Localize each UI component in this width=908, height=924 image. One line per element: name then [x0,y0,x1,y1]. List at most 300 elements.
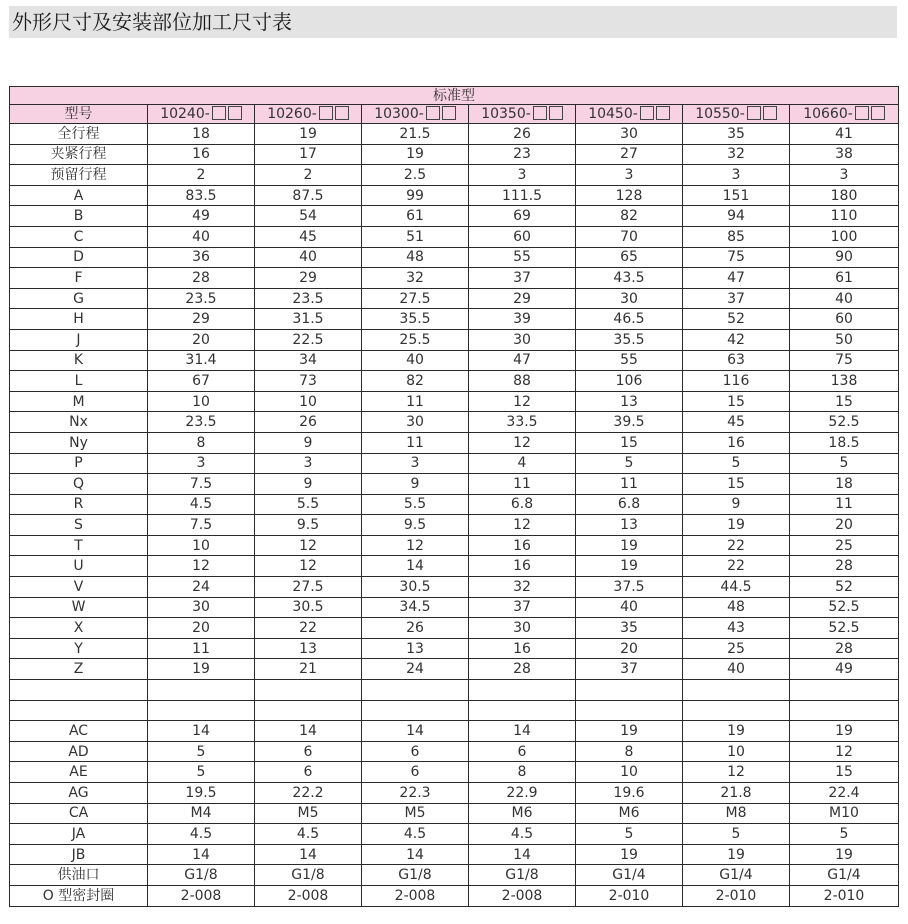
table-cell: 60 [790,309,899,330]
row-label: R [10,494,148,515]
table-cell: G1/4 [683,865,790,886]
table-cell: 2-010 [790,885,899,906]
table-row [10,371,899,392]
table-cell: 22 [683,535,790,556]
table-row [10,783,899,804]
table-cell: 45 [255,226,362,247]
table-cell [148,680,255,701]
table-cell [148,700,255,721]
row-label: S [10,515,148,536]
table-cell: 3 [148,453,255,474]
table-cell: 17 [255,144,362,165]
table-cell: 47 [683,268,790,289]
row-label [10,700,148,721]
table-cell: 36 [148,247,255,268]
table-cell: 180 [790,185,899,206]
row-label: F [10,268,148,289]
row-label: G [10,288,148,309]
table-cell: 13 [576,391,683,412]
row-label: AE [10,762,148,783]
table-cell: 30.5 [362,577,469,598]
table-cell: 83.5 [148,185,255,206]
table-row [10,680,899,701]
table-cell: 47 [469,350,576,371]
table-cell: 23 [469,144,576,165]
table-row [10,762,899,783]
table-cell: 5 [576,453,683,474]
table-cell: 70 [576,226,683,247]
table-cell: 12 [469,391,576,412]
table-cell: 6.8 [469,494,576,515]
table-cell: 12 [469,432,576,453]
row-label: Z [10,659,148,680]
table-cell: 20 [148,618,255,639]
row-label: T [10,535,148,556]
table-cell: 31.5 [255,309,362,330]
row-label: M [10,391,148,412]
table-cell: 16 [469,556,576,577]
table-cell: 19 [683,844,790,865]
table-row [10,515,899,536]
table-cell: 22 [683,556,790,577]
table-cell: 100 [790,226,899,247]
table-cell [255,700,362,721]
table-row [10,556,899,577]
table-cell: 28 [790,638,899,659]
table-cell: 14 [469,721,576,742]
table-cell: 19 [576,844,683,865]
table-cell: 23.5 [148,288,255,309]
table-cell [469,680,576,701]
table-cell: 90 [790,247,899,268]
table-cell: 32 [362,268,469,289]
table-cell: 4.5 [255,824,362,845]
table-cell: 88 [469,371,576,392]
model-header-cell [362,105,469,124]
table-cell: 33.5 [469,412,576,433]
standard-type-label: 标准型 [10,87,899,105]
row-label: 预留行程 [10,165,148,186]
table-cell: 52 [790,577,899,598]
table-cell: 29 [255,268,362,289]
table-cell [362,700,469,721]
table-cell: 16 [469,638,576,659]
table-row [10,206,899,227]
placeholder-box-icon [656,106,670,120]
table-cell: 9.5 [362,515,469,536]
table-row [10,268,899,289]
table-cell: 3 [469,165,576,186]
table-cell: M10 [790,803,899,824]
table-cell: 2-010 [576,885,683,906]
table-cell [576,700,683,721]
table-cell: 48 [683,597,790,618]
row-label: H [10,309,148,330]
table-cell: 13 [576,515,683,536]
table-cell: 37 [469,268,576,289]
placeholder-box-icon [640,106,654,120]
model-header-cell [576,105,683,124]
table-cell: 44.5 [683,577,790,598]
table-cell: 2.5 [362,165,469,186]
table-cell: 30 [576,288,683,309]
table-cell: 10 [255,391,362,412]
placeholder-box-icon [442,106,456,120]
table-cell: 49 [790,659,899,680]
row-label: CA [10,803,148,824]
row-label: O 型密封圈 [10,885,148,906]
dimension-table [9,86,899,907]
placeholder-box-icon [747,106,761,120]
row-label: B [10,206,148,227]
row-label: V [10,577,148,598]
placeholder-box-icon [228,106,242,120]
table-cell: 99 [362,185,469,206]
table-cell: 19 [576,556,683,577]
table-cell: 128 [576,185,683,206]
table-cell: 2-010 [683,885,790,906]
table-cell: 35.5 [576,329,683,350]
table-cell: 55 [576,350,683,371]
table-cell: 21.5 [362,124,469,145]
model-code: 10260- [267,106,317,122]
table-cell: 41 [790,124,899,145]
table-cell: 11 [576,474,683,495]
table-cell: 4.5 [362,824,469,845]
table-cell: 40 [790,288,899,309]
row-label: K [10,350,148,371]
table-cell: M6 [576,803,683,824]
table-cell: 11 [790,494,899,515]
table-cell: 10 [683,741,790,762]
table-cell: 12 [148,556,255,577]
table-cell: 14 [148,721,255,742]
table-cell: 20 [790,515,899,536]
row-label: U [10,556,148,577]
table-cell: 30 [469,329,576,350]
table-cell: 12 [683,762,790,783]
table-cell: 9.5 [255,515,362,536]
table-cell: 32 [683,144,790,165]
table-cell: 15 [790,391,899,412]
table-row [10,494,899,515]
table-cell: 23.5 [148,412,255,433]
table-cell: 87.5 [255,185,362,206]
table-cell: 6 [362,741,469,762]
table-cell: 29 [148,309,255,330]
table-cell: 25.5 [362,329,469,350]
table-cell: 5 [576,824,683,845]
table-cell: 2-008 [469,885,576,906]
row-label: 供油口 [10,865,148,886]
table-cell: 54 [255,206,362,227]
table-cell: 30 [362,412,469,433]
table-cell: 34 [255,350,362,371]
table-cell: 2 [148,165,255,186]
table-cell: 110 [790,206,899,227]
model-header-row [10,105,899,124]
model-header-cell [148,105,255,124]
table-row [10,865,899,886]
table-cell: 26 [362,618,469,639]
table-cell: 49 [148,206,255,227]
table-cell: 22 [255,618,362,639]
table-cell: 51 [362,226,469,247]
table-cell: 16 [683,432,790,453]
table-row [10,453,899,474]
table-cell: G1/8 [148,865,255,886]
placeholder-box-icon [319,106,333,120]
placeholder-box-icon [549,106,563,120]
table-row [10,288,899,309]
table-cell: 18 [790,474,899,495]
table-cell: 19 [576,721,683,742]
table-cell: 2-008 [148,885,255,906]
row-label: A [10,185,148,206]
table-cell: 6 [255,762,362,783]
table-cell: 12 [255,535,362,556]
model-header-cell [469,105,576,124]
table-row [10,144,899,165]
table-row [10,329,899,350]
table-row [10,185,899,206]
table-cell: 38 [790,144,899,165]
table-cell: 13 [362,638,469,659]
table-cell: 15 [683,391,790,412]
row-label: D [10,247,148,268]
placeholder-box-icon [335,106,349,120]
table-cell: 29 [469,288,576,309]
table-row [10,700,899,721]
table-cell: 19 [255,124,362,145]
table-body [10,87,899,907]
table-cell: 24 [148,577,255,598]
table-row [10,309,899,330]
table-cell: 14 [255,721,362,742]
row-label: JA [10,824,148,845]
table-cell: 50 [790,329,899,350]
table-cell: 19.6 [576,783,683,804]
table-cell: 40 [576,597,683,618]
table-cell: 22.3 [362,783,469,804]
table-cell: 12 [362,535,469,556]
table-cell: 73 [255,371,362,392]
standard-type-row [10,87,899,105]
table-cell: 6 [469,741,576,762]
table-cell: 18 [148,124,255,145]
table-cell: 48 [362,247,469,268]
table-cell: G1/8 [255,865,362,886]
table-cell: 19 [148,659,255,680]
table-cell: 4.5 [469,824,576,845]
table-cell: 5 [790,453,899,474]
table-cell: 37 [576,659,683,680]
row-label: L [10,371,148,392]
table-cell: M5 [362,803,469,824]
table-cell: 14 [148,844,255,865]
table-cell: 32 [469,577,576,598]
table-cell: 35 [576,618,683,639]
title-bar [9,6,897,38]
table-cell: 22.5 [255,329,362,350]
table-cell: 39 [469,309,576,330]
table-cell [469,700,576,721]
table-cell: 69 [469,206,576,227]
model-code: 10300- [374,106,424,122]
model-header-cell [255,105,362,124]
table-cell: 10 [148,391,255,412]
table-cell: 20 [148,329,255,350]
table-cell: 5 [683,824,790,845]
row-label: AC [10,721,148,742]
table-cell: 23.5 [255,288,362,309]
table-row [10,721,899,742]
table-cell: 24 [362,659,469,680]
table-cell: 27 [576,144,683,165]
table-cell: 94 [683,206,790,227]
table-cell: 19 [362,144,469,165]
table-row [10,474,899,495]
table-cell: 75 [683,247,790,268]
table-cell: M5 [255,803,362,824]
table-row [10,577,899,598]
table-cell: 16 [148,144,255,165]
table-cell: M4 [148,803,255,824]
table-row [10,350,899,371]
table-row [10,803,899,824]
table-cell: 40 [255,247,362,268]
table-cell: 22.9 [469,783,576,804]
table-cell: 6 [362,762,469,783]
table-cell: 14 [469,844,576,865]
table-cell: 2-008 [255,885,362,906]
table-cell [790,680,899,701]
table-cell: 43.5 [576,268,683,289]
table-cell: 43 [683,618,790,639]
table-cell: 26 [255,412,362,433]
table-cell: 16 [469,535,576,556]
table-cell: 61 [790,268,899,289]
table-cell: 21.8 [683,783,790,804]
table-cell: 4.5 [148,494,255,515]
table-cell: 52.5 [790,597,899,618]
table-cell: 2-008 [362,885,469,906]
table-row [10,597,899,618]
row-label: C [10,226,148,247]
table-cell: 52.5 [790,618,899,639]
table-cell: 15 [683,474,790,495]
model-code: 10450- [588,106,638,122]
table-cell: 18.5 [790,432,899,453]
model-code: 10550- [695,106,745,122]
table-cell: 28 [148,268,255,289]
table-cell: 5 [790,824,899,845]
table-cell: 10 [576,762,683,783]
row-label: Ny [10,432,148,453]
placeholder-box-icon [855,106,869,120]
model-code: 10660- [803,106,853,122]
table-cell: 82 [576,206,683,227]
model-header-cell [790,105,899,124]
table-cell: 39.5 [576,412,683,433]
table-cell: 10 [148,535,255,556]
row-label: Nx [10,412,148,433]
table-cell: 19 [790,844,899,865]
table-cell: 3 [683,165,790,186]
table-cell: 30 [148,597,255,618]
table-row [10,885,899,906]
table-cell: 3 [362,453,469,474]
table-cell: 20 [576,638,683,659]
row-label: P [10,453,148,474]
row-label [10,680,148,701]
table-cell: 40 [148,226,255,247]
table-cell: 28 [790,556,899,577]
table-cell: 116 [683,371,790,392]
table-row [10,659,899,680]
row-label: 夹紧行程 [10,144,148,165]
table-cell: 37.5 [576,577,683,598]
table-cell: 27.5 [255,577,362,598]
table-cell: 6.8 [576,494,683,515]
table-cell: G1/8 [469,865,576,886]
table-cell: 37 [683,288,790,309]
table-cell: 5 [148,762,255,783]
table-cell: 63 [683,350,790,371]
table-cell: 7.5 [148,515,255,536]
table-cell: G1/8 [362,865,469,886]
table-cell: 151 [683,185,790,206]
table-cell: 30 [576,124,683,145]
placeholder-box-icon [533,106,547,120]
table-cell: 35.5 [362,309,469,330]
table-cell: 4 [469,453,576,474]
table-cell: 8 [469,762,576,783]
table-cell [790,700,899,721]
table-cell: 30.5 [255,597,362,618]
table-cell: 11 [469,474,576,495]
table-cell [576,680,683,701]
table-cell: 19 [790,721,899,742]
table-cell: 6 [255,741,362,762]
placeholder-box-icon [212,106,226,120]
table-cell: 37 [469,597,576,618]
table-cell: 25 [790,535,899,556]
table-cell: 3 [790,165,899,186]
placeholder-box-icon [426,106,440,120]
table-cell: 28 [469,659,576,680]
model-header-cell [683,105,790,124]
table-cell: 9 [683,494,790,515]
table-cell: 111.5 [469,185,576,206]
table-cell: 52 [683,309,790,330]
table-row [10,432,899,453]
table-cell: 82 [362,371,469,392]
table-cell [255,680,362,701]
table-cell: 42 [683,329,790,350]
model-code: 10240- [160,106,210,122]
table-cell: 2 [255,165,362,186]
table-cell: 14 [255,844,362,865]
table-cell: M8 [683,803,790,824]
table-cell: 19 [576,535,683,556]
table-cell: 14 [362,721,469,742]
table-cell: 22.4 [790,783,899,804]
table-cell: 46.5 [576,309,683,330]
table-cell: 15 [790,762,899,783]
table-row [10,412,899,433]
row-label: AD [10,741,148,762]
